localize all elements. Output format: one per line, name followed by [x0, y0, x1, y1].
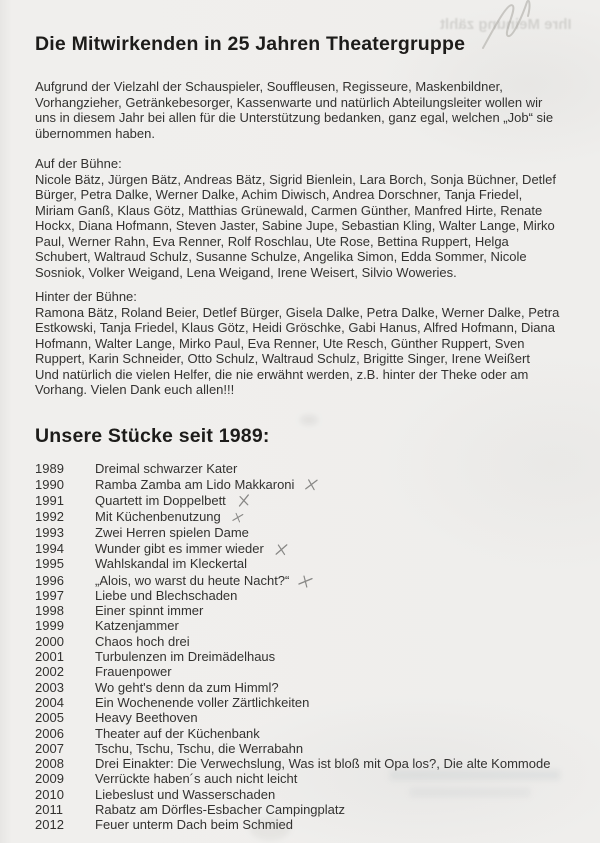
play-title: Liebeslust und Wasserschaden: [95, 786, 276, 802]
play-row: [35, 756, 560, 771]
play-row: [35, 618, 560, 633]
behind-stage-section: [35, 289, 560, 398]
play-title: Theater auf der Küchenbank: [95, 725, 260, 741]
play-year: 1998: [35, 603, 64, 619]
play-row: [35, 508, 560, 524]
play-year: 1994: [35, 540, 64, 556]
play-row: [35, 556, 560, 571]
play-year: 1995: [35, 556, 64, 572]
play-row: [35, 492, 560, 508]
play-row: [35, 525, 560, 540]
play-row: [35, 476, 560, 492]
play-row: [35, 664, 560, 679]
play-title: Ein Wochenende voller Zärtlichkeiten: [95, 694, 310, 710]
play-title: Heavy Beethoven: [95, 710, 198, 726]
play-row: [35, 817, 560, 832]
play-title: Drei Einakter: Die Verwechslung, Was ist bloß mit Opa los?, Die alte Kommode: [95, 756, 551, 772]
play-title: Wunder gibt es immer wieder: [95, 540, 264, 556]
play-year: 1999: [35, 618, 64, 634]
play-title: Dreimal schwarzer Kater: [95, 460, 238, 476]
behind-stage-names: Ramona Bätz, Roland Beier, Detlef Bürger, Gisela Dalke, Petra Dalke, Werner Dalke, Petra Estkowski, Tanja Friedel, Klaus Götz, Heidi Gröschke, Gabi Hanus, Alfred Hofmann, Diana Hofmann, Walter Lange, Mirko Paul, Eva Renner, Ute Resch, Günther Ruppert, Sven Ruppert, Karin Schneider, Otto Schulz, Waltraud Schulz, Brigitte Singer, Irene Weißert: [35, 304, 560, 366]
play-title: Wo geht's denn da zum Himml?: [95, 679, 279, 695]
play-title: „Alois, wo warst du heute Nacht?“: [95, 572, 290, 588]
play-row: [35, 695, 560, 710]
play-year: 2004: [35, 694, 64, 710]
play-year: 2009: [35, 771, 64, 787]
play-year: 2006: [35, 725, 64, 741]
play-title: Tschu, Tschu, Tschu, die Werrabahn: [95, 740, 304, 756]
on-stage-names: Nicole Bätz, Jürgen Bätz, Andreas Bätz, Sigrid Bienlein, Lara Borch, Sonja Büchner, Detlef Bürger, Petra Dalke, Werner Dalke, Achim Diwisch, Andrea Dorschner, Tanja Friedel, Miriam Ganß, Klaus Götz, Matthias Grünewald, Carmen Günther, Manfred Hirte, Renate Hockx, Diana Hofmann, Steven Jaster, Sabine Jupe, Sebastian Kling, Walter Lange, Mirko Paul, Werner Rahn, Eva Renner, Rolf Roschlau, Ute Rose, Bettina Ruppert, Helga Schubert, Waltraud Schulz, Susanne Schulze, Angelika Simon, Edda Sommer, Nicole Sosniok, Volker Weigand, Lena Weigand, Irene Weisert, Silvio Woweries.: [35, 171, 557, 280]
play-row: [35, 771, 560, 786]
play-row: [35, 787, 560, 802]
play-row: [35, 649, 560, 664]
intro-paragraph: Aufgrund der Vielzahl der Schauspieler, Souffleusen, Regisseure, Maskenbildner, Vorhangzieher, Getränkebesorger, Kassenwarte und natürlich Abteilungsleiter wollen wir uns in diesem Jahr bei allen für die Unterstützung bedanken, ganz egal, welchen „Job“ sie übernommen haben.: [35, 79, 554, 141]
play-title: Rabatz am Dörfles-Esbacher Campingplatz: [95, 802, 345, 818]
play-title: Verrückte haben´s auch nicht leicht: [95, 771, 298, 787]
play-year: 2007: [35, 740, 64, 756]
play-title: Feuer unterm Dach beim Schmied: [95, 817, 293, 833]
behind-stage-thanks: Und natürlich die vielen Helfer, die nie erwähnt werden, z.B. hinter der Theke oder am Vorhang. Vielen Dank euch allen!!!: [35, 366, 529, 397]
play-title: Zwei Herren spielen Dame: [95, 524, 249, 540]
play-year: 1992: [35, 509, 64, 525]
bleedthrough-text: Ihre Meinung zählt: [440, 16, 572, 33]
play-row: [35, 726, 560, 741]
play-row: [35, 634, 560, 649]
play-year: 2003: [35, 679, 64, 695]
play-row: [35, 680, 560, 695]
behind-stage-label: Hinter der Bühne:: [35, 289, 137, 304]
on-stage-section: [35, 156, 560, 280]
handwritten-x-mark: [273, 542, 289, 556]
plays-list: [35, 461, 560, 833]
play-row: [35, 741, 560, 756]
play-row: [35, 802, 560, 817]
page-title: Die Mitwirkenden in 25 Jahren Theatergruppe: [35, 33, 466, 55]
play-title: Frauenpower: [95, 664, 172, 680]
on-stage-label: Auf der Bühne:: [35, 156, 122, 171]
plays-heading: Unsere Stücke seit 1989:: [35, 424, 270, 447]
play-row: [35, 540, 560, 556]
play-year: 1989: [35, 460, 64, 476]
play-year: 1997: [35, 587, 64, 603]
play-title: Wahlskandal im Kleckertal: [95, 556, 247, 572]
play-year: 2012: [35, 817, 64, 833]
handwritten-x-mark: [230, 511, 245, 525]
play-year: 2001: [35, 649, 64, 665]
play-year: 2008: [35, 756, 64, 772]
play-title: Katzenjammer: [95, 618, 179, 634]
play-title: Mit Küchenbenutzung: [95, 509, 221, 525]
play-title: Chaos hoch drei: [95, 633, 190, 649]
play-year: 2011: [35, 802, 63, 818]
play-row: [35, 710, 560, 725]
play-title: Einer spinnt immer: [95, 603, 204, 619]
play-year: 2000: [35, 633, 64, 649]
play-row: [35, 572, 560, 588]
play-year: 2010: [35, 786, 64, 802]
play-year: 2002: [35, 664, 64, 680]
play-title: Quartett im Doppelbett: [95, 493, 226, 509]
play-title: Ramba Zamba am Lido Makkaroni: [95, 476, 295, 492]
play-row: [35, 461, 560, 476]
play-year: 1990: [35, 476, 64, 492]
play-year: 1996: [35, 572, 64, 588]
play-year: 1993: [35, 524, 64, 540]
play-row: [35, 588, 560, 603]
play-row: [35, 603, 560, 618]
play-title: Liebe und Blechschaden: [95, 587, 238, 603]
handwritten-x-mark: [235, 493, 251, 507]
handwritten-x-mark: [303, 477, 320, 492]
play-title: Turbulenzen im Dreimädelhaus: [95, 649, 276, 665]
play-year: 2005: [35, 710, 64, 726]
play-year: 1991: [35, 493, 64, 509]
